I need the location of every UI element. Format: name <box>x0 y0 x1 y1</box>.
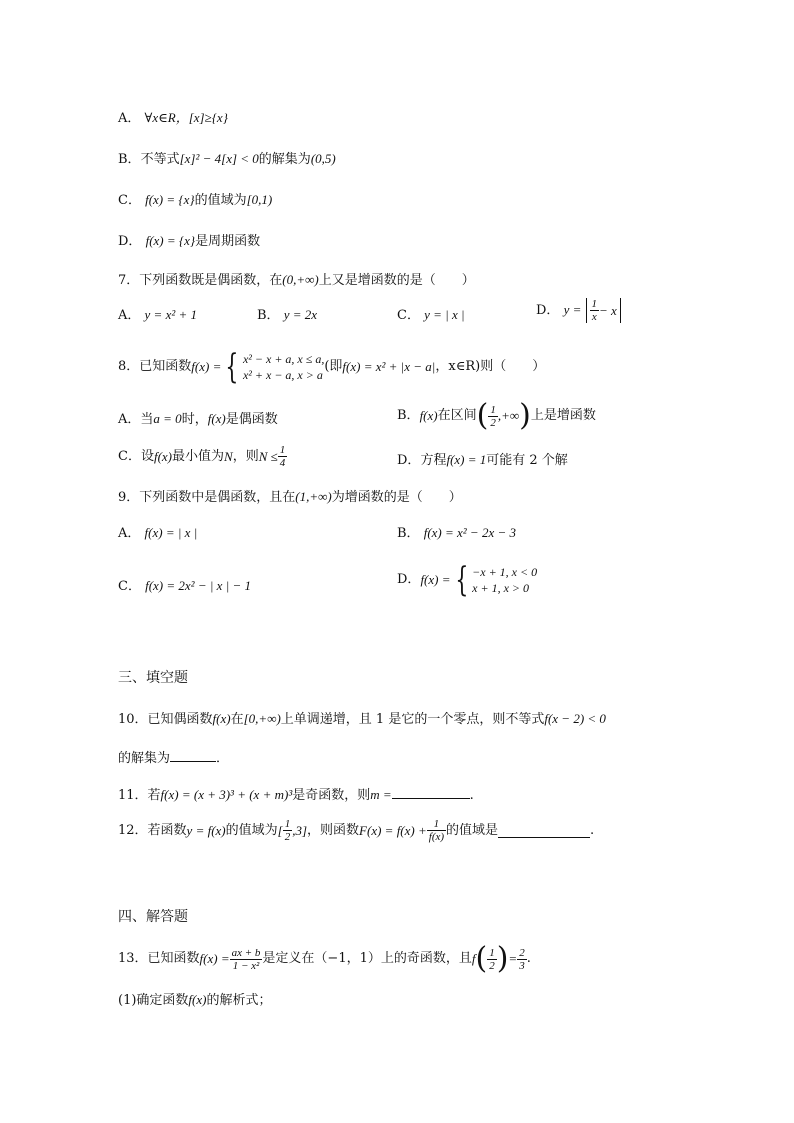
math-expression: (0,+∞) <box>282 272 319 287</box>
text: 10．已知偶函数 <box>118 712 213 727</box>
numerator: 1 <box>427 818 446 831</box>
paren-close: ) <box>519 398 531 433</box>
text: 可能有 2 个解 <box>486 453 568 468</box>
text: 的值域是 <box>446 822 499 838</box>
math-expression: f(x) = 2x² − | x | − 1 <box>145 578 252 593</box>
q8-stem <box>118 347 546 387</box>
q7-option-c <box>397 305 465 326</box>
q8-option-b <box>397 398 596 433</box>
text: ，则 <box>232 448 259 464</box>
q9-stem <box>118 487 462 508</box>
math-expression: (0,5) <box>310 151 336 166</box>
text: 的值域为 <box>194 193 247 208</box>
option-label: B． <box>397 408 420 423</box>
text: 11．若 <box>118 788 161 803</box>
brace-glyph: { <box>225 347 239 387</box>
math-expression: f(x) = {x} <box>145 192 195 207</box>
math-expression: f(x) = <box>199 951 230 966</box>
q6-option-c <box>118 190 272 211</box>
math-expression: a = 0 <box>153 411 182 426</box>
section-heading-answer: 四、解答题 <box>118 909 188 925</box>
option-label: D． <box>118 234 142 249</box>
math-expression: y = f(x) <box>186 822 226 838</box>
paren-open: ( <box>475 941 488 976</box>
q9-option-a <box>118 523 197 544</box>
cases <box>472 564 537 596</box>
fraction <box>427 818 446 843</box>
math-expression: f(x) = 1 <box>446 452 487 467</box>
math-expression: [x]² − 4[x] < 0 <box>179 151 259 166</box>
q7-stem <box>118 270 475 291</box>
math-expression: y = x² + 1 <box>144 307 198 322</box>
math-expression: f(x) = | x | <box>144 525 198 540</box>
case-1: x² − x + a, x ≤ a, <box>242 352 325 366</box>
q6-option-a <box>118 108 228 129</box>
text: 9．下列函数中是偶函数，且在 <box>118 490 296 505</box>
q6-option-d <box>118 231 260 252</box>
q8-option-d <box>397 450 568 471</box>
denominator: 1 − x² <box>232 959 260 972</box>
q9-option-b <box>397 523 516 544</box>
text: 的解集为 <box>258 152 311 167</box>
cases <box>243 351 324 383</box>
math-expression: f(x) = x² + |x − a| <box>342 359 436 374</box>
q13-stem <box>118 941 531 976</box>
text: 设 <box>140 448 154 464</box>
numerator: 1 <box>490 403 496 416</box>
denominator: 2 <box>284 831 291 843</box>
math-expression: ∀x∈R，[x]≥{x} <box>144 110 228 125</box>
math-expression: f(x) = {x} <box>145 233 196 248</box>
option-label: C． <box>118 193 141 208</box>
case-2: x² + x − a, x > a <box>242 368 323 382</box>
denominator: 2 <box>489 959 495 972</box>
text: 是奇函数，则 <box>292 788 371 803</box>
math-expression: ,+∞ <box>497 408 520 423</box>
answer-blank[interactable] <box>498 823 590 838</box>
text: 最小值为 <box>172 448 225 464</box>
option-label: D． <box>397 572 421 587</box>
text: (即 <box>324 359 343 374</box>
text: . <box>590 822 595 838</box>
fraction <box>487 947 497 972</box>
math-expression: y = | x | <box>424 307 465 322</box>
q13-part-1 <box>118 990 271 1011</box>
math-expression: N <box>224 448 233 464</box>
math-expression: f(x) <box>207 411 226 426</box>
fraction <box>283 818 293 843</box>
brace-glyph: { <box>454 560 468 600</box>
text: 是周期函数 <box>195 234 261 249</box>
paren-open: ( <box>476 398 489 433</box>
fraction <box>590 298 600 323</box>
text: 在 <box>230 712 244 727</box>
fraction <box>517 947 527 972</box>
math-expression: ,3] <box>292 822 308 838</box>
piecewise <box>451 560 538 600</box>
option-label: B． <box>397 526 420 541</box>
q9-option-d <box>397 560 538 600</box>
text: 是定义在（−1，1）上的奇函数，且 <box>262 951 472 966</box>
case-1: −x + 1, x < 0 <box>472 565 538 579</box>
math-expression: f(x) <box>188 992 207 1007</box>
paren-close: ) <box>496 941 509 976</box>
q10-line-2 <box>118 747 229 769</box>
option-label: C． <box>397 308 420 323</box>
q7-option-a <box>118 305 197 326</box>
math-expression: f(x) = x² − 2x − 3 <box>423 525 516 540</box>
text: 上又是增函数的是（ ） <box>318 273 475 288</box>
q10-line-1 <box>118 709 606 730</box>
option-label: A． <box>118 526 141 541</box>
text: 当 <box>140 412 154 427</box>
text: 不等式 <box>140 152 180 167</box>
numerator: 1 <box>279 444 286 456</box>
text: 的解集为 <box>118 751 171 766</box>
numerator: 1 <box>489 946 495 959</box>
text: 的解析式； <box>206 993 272 1008</box>
case-2: x + 1, x > 0 <box>472 581 529 595</box>
math-expression: [0,+∞) <box>243 711 281 726</box>
text: ，x∈R)则（ ） <box>435 359 546 374</box>
math-expression: f(x) <box>419 408 438 423</box>
text: 12．若函数 <box>118 822 187 838</box>
q8-option-c <box>118 444 287 469</box>
numerator: 2 <box>519 946 525 959</box>
math-expression: y = <box>563 302 582 317</box>
option-label: D． <box>397 453 421 468</box>
denominator: x <box>591 311 597 323</box>
fraction <box>488 404 498 429</box>
text: 的值域为 <box>225 822 278 838</box>
math-expression: (1,+∞) <box>295 489 332 504</box>
option-label: D． <box>536 303 560 318</box>
math-expression: m = <box>370 787 392 802</box>
math-expression: f(x) = <box>191 359 222 374</box>
numerator: ax + b <box>231 946 261 959</box>
q6-option-b <box>118 149 336 170</box>
denominator: f(x) <box>428 831 445 843</box>
text: 上单调递增，且 1 是它的一个零点，则不等式 <box>280 712 545 727</box>
math-expression: N ≤ <box>258 448 278 464</box>
answer-blank[interactable] <box>392 784 470 799</box>
text: 7．下列函数既是偶函数，在 <box>118 273 283 288</box>
q7-option-d <box>536 298 621 323</box>
text: ，则函数 <box>307 822 360 838</box>
denominator: 3 <box>519 959 525 972</box>
q12 <box>118 818 594 843</box>
math-expression: y = 2x <box>283 307 318 322</box>
text: 为增函数的是（ ） <box>331 490 462 505</box>
denominator: 2 <box>490 416 496 429</box>
q11 <box>118 784 474 806</box>
option-label: A． <box>118 308 141 323</box>
option-label: C． <box>118 448 141 464</box>
text: 13．已知函数 <box>118 951 200 966</box>
section-heading-fill-in: 三、填空题 <box>118 670 188 686</box>
math-expression: [0,1) <box>246 192 273 207</box>
math-expression: f(x) <box>212 711 231 726</box>
numerator: 1 <box>284 818 291 830</box>
option-label: A． <box>118 412 141 427</box>
piecewise <box>221 347 325 387</box>
text: 时， <box>181 412 208 427</box>
text: ． <box>216 751 230 766</box>
denominator: 4 <box>279 457 286 469</box>
option-label: A． <box>118 111 141 126</box>
fraction <box>230 947 263 972</box>
text: 8．已知函数 <box>118 359 192 374</box>
text: 在区间 <box>437 408 477 423</box>
math-expression: f(x) <box>153 448 173 464</box>
math-expression: f(x − 2) < 0 <box>544 711 606 726</box>
math-expression: f <box>471 951 476 966</box>
answer-blank[interactable] <box>170 747 216 762</box>
option-label: B． <box>118 152 141 167</box>
math-expression: = <box>508 951 518 966</box>
q9-option-c <box>118 576 251 597</box>
text: (1)确定函数 <box>118 993 189 1008</box>
math-expression: [ <box>277 822 283 838</box>
q8-option-a <box>118 409 278 430</box>
math-expression: f(x) = <box>420 572 451 587</box>
text: 方程 <box>420 453 447 468</box>
absolute-value <box>586 298 621 323</box>
text: . <box>526 951 531 966</box>
fraction <box>278 444 288 469</box>
option-label: C． <box>118 579 141 594</box>
text: . <box>469 788 474 803</box>
text: 是偶函数 <box>225 412 278 427</box>
option-label: B． <box>257 308 280 323</box>
math-expression: − x <box>599 302 617 318</box>
numerator: 1 <box>591 298 598 310</box>
q7-option-b <box>257 305 317 326</box>
math-expression: f(x) = (x + 3)³ + (x + m)³ <box>160 787 293 802</box>
math-expression: F(x) = f(x) + <box>359 822 427 838</box>
text: 上是增函数 <box>530 408 596 423</box>
